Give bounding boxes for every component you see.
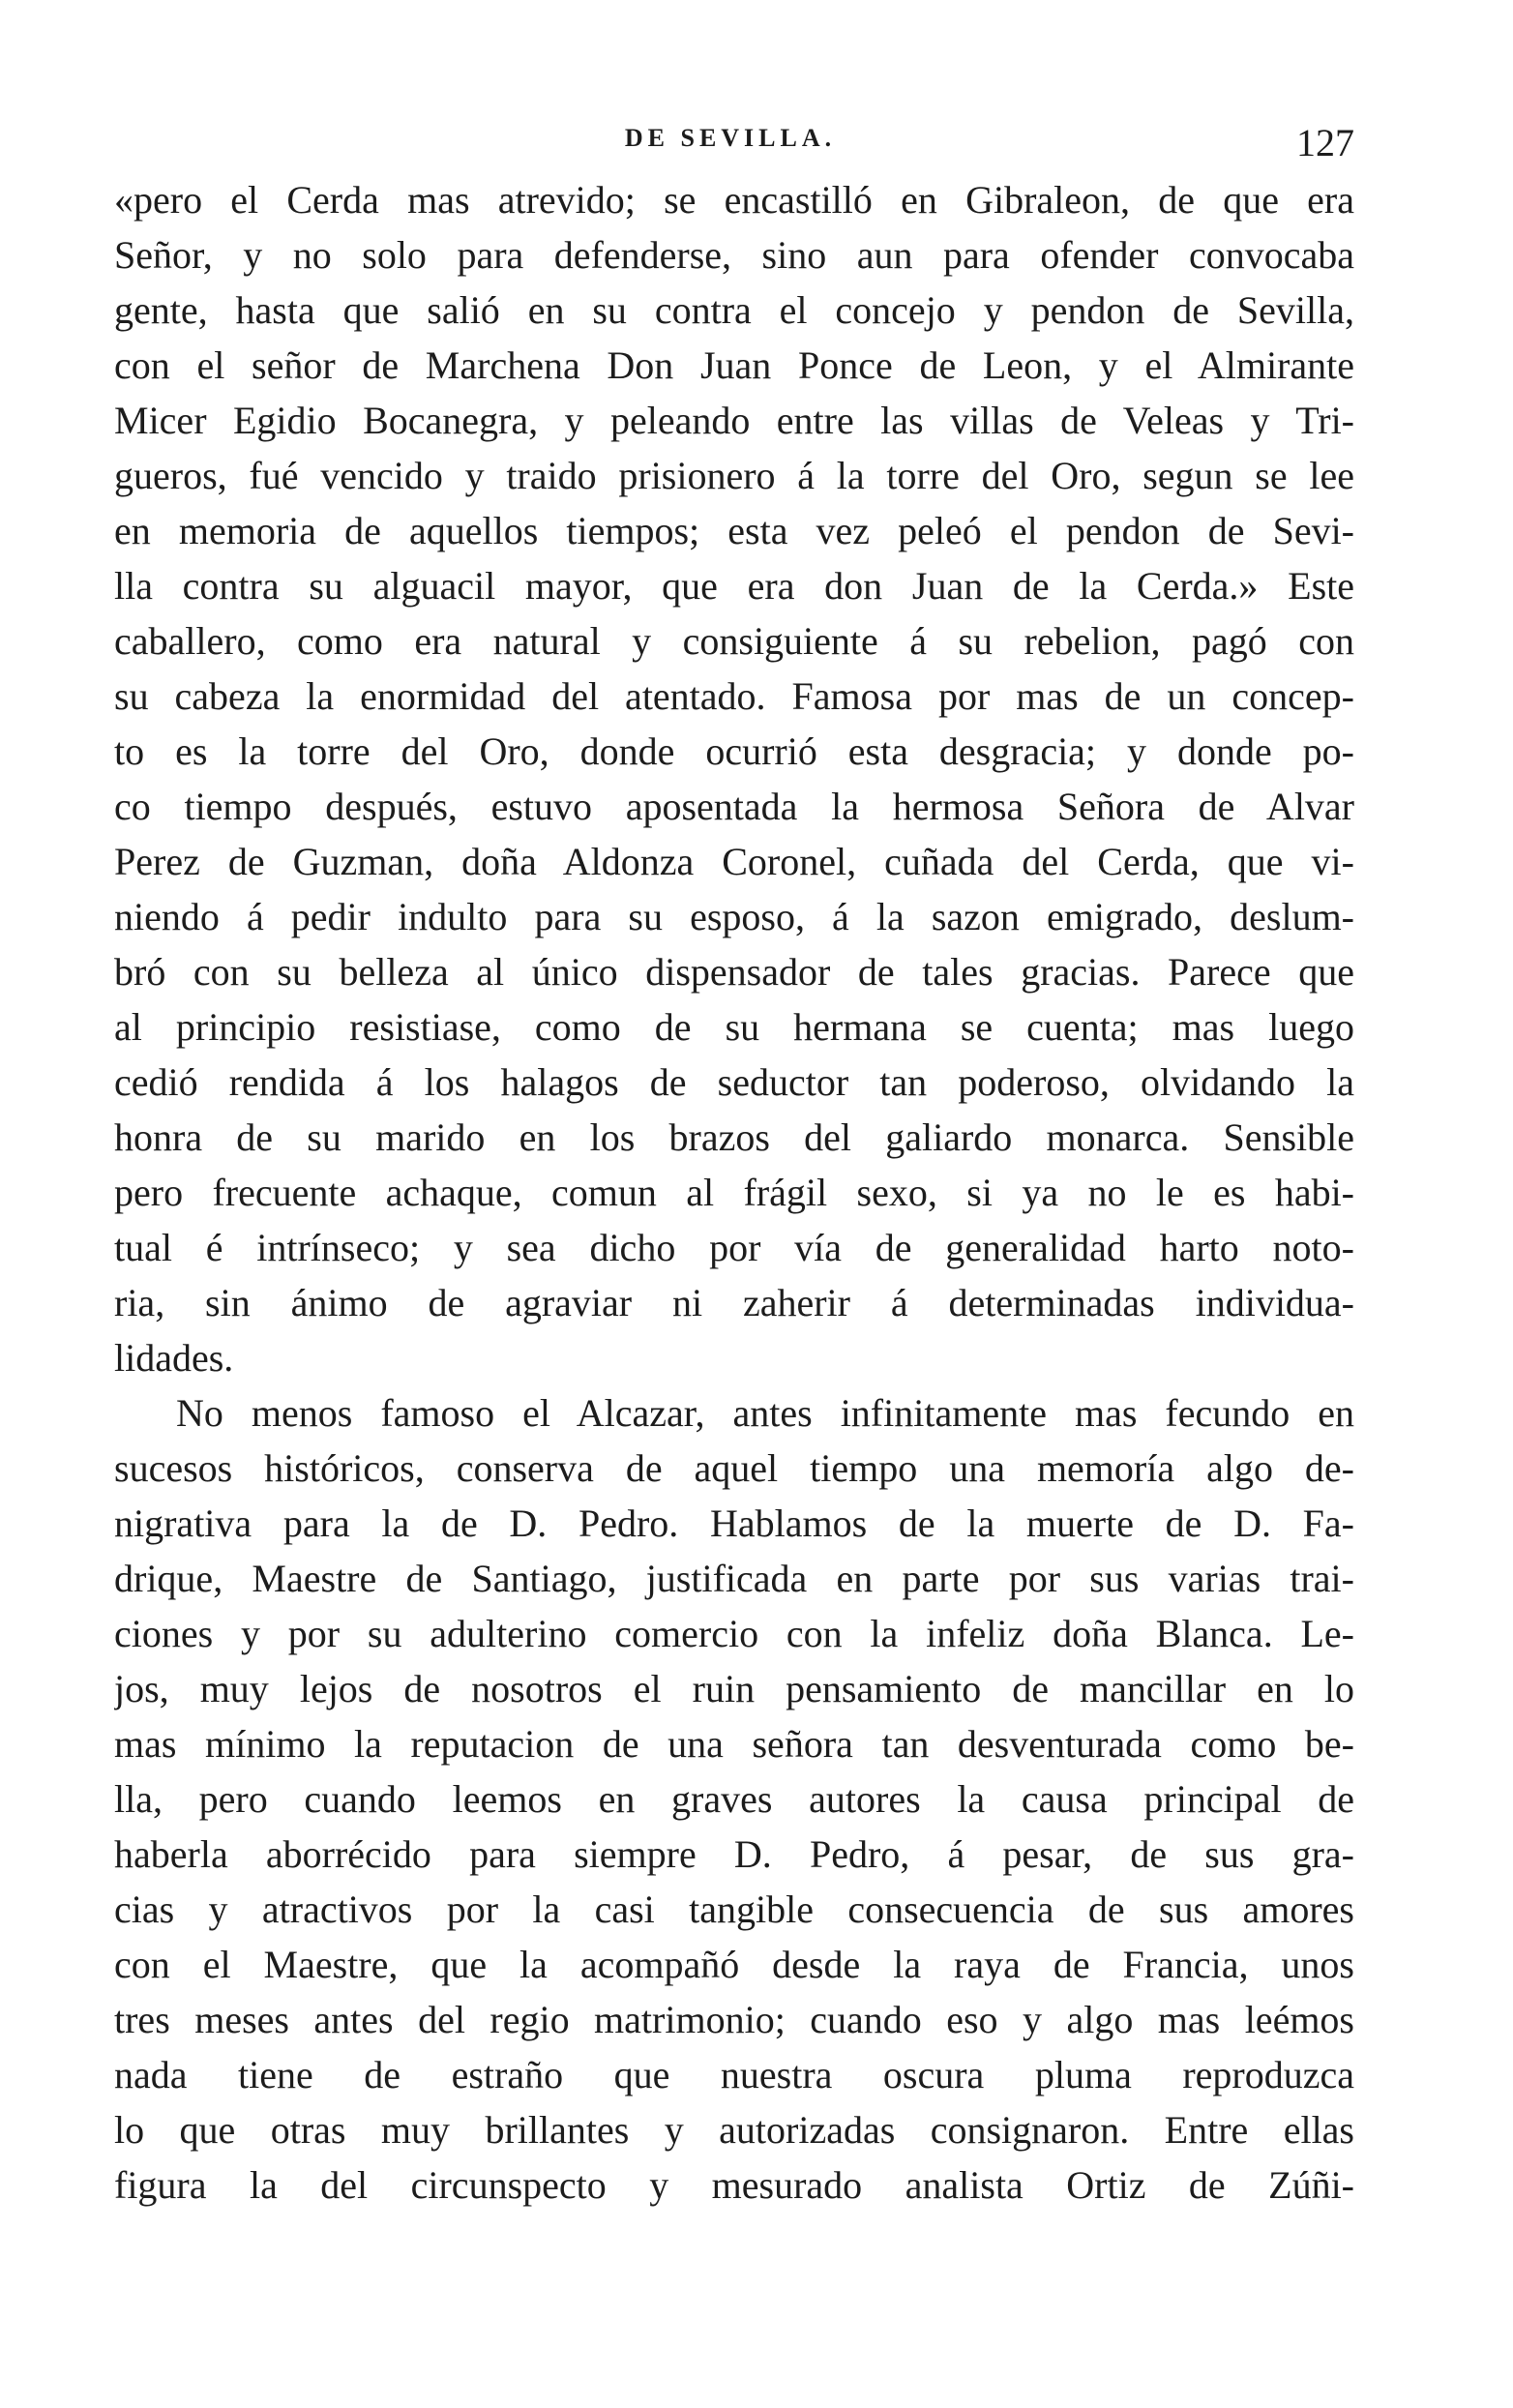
text-line: to es la torre del Oro, donde ocurrió esta desgracia; y donde po- [114,729,1354,773]
text-line: nada tiene de estraño que nuestra oscura pluma reproduzca [114,2053,1354,2096]
text-line: Perez de Guzman, doña Aldonza Coronel, cuñada del Cerda, que vi- [114,840,1354,883]
text-line: No menos famoso el Alcazar, antes infinitamente mas fecundo en [176,1391,1354,1435]
text-line: su cabeza la enormidad del atentado. Famosa por mas de un concep- [114,674,1354,718]
text-line: caballero, como era natural y consiguiente á su rebelion, pagó con [114,619,1354,663]
text-line: en memoria de aquellos tiempos; esta vez peleó el pendon de Sevi- [114,509,1354,552]
text-line: Micer Egidio Bocanegra, y peleando entre las villas de Veleas y Tri- [114,399,1354,442]
text-line: haberla aborrécido para siempre D. Pedro, á pesar, de sus gra- [114,1832,1354,1876]
page-number: 127 [1296,121,1354,164]
text-line: pero frecuente achaque, comun al frágil sexo, si ya no le es habi- [114,1171,1354,1214]
text-line: gueros, fué vencido y traido prisionero á la torre del Oro, segun se lee [114,454,1354,497]
text-line: figura la del circunspecto y mesurado analista Ortiz de Zúñi- [114,2163,1354,2207]
text-line: Señor, y no solo para defenderse, sino aun para ofender convocaba [114,233,1354,277]
text-line: lla contra su alguacil mayor, que era don Juan de la Cerda.» Este [114,564,1354,608]
text-line: tual é intrínseco; y sea dicho por vía de generalidad harto noto- [114,1226,1354,1269]
text-line: sucesos históricos, conserva de aquel tiempo una memoría algo de- [114,1446,1354,1490]
text-line: co tiempo después, estuvo aposentada la hermosa Señora de Alvar [114,785,1354,828]
running-head [106,121,1354,164]
text-line: honra de su marido en los brazos del galiardo monarca. Sensible [114,1115,1354,1159]
text-line: lo que otras muy brillantes y autorizadas consignaron. Entre ellas [114,2108,1354,2152]
text-line: nigrativa para la de D. Pedro. Hablamos de la muerte de D. Fa- [114,1501,1354,1545]
text-line: «pero el Cerda mas atrevido; se encastilló en Gibraleon, de que era [114,178,1354,222]
text-line: al principio resistiase, como de su hermana se cuenta; mas luego [114,1005,1354,1049]
text-line: con el Maestre, que la acompañó desde la raya de Francia, unos [114,1943,1354,1986]
text-line: jos, muy lejos de nosotros el ruin pensamiento de mancillar en lo [114,1667,1354,1710]
text-line: gente, hasta que salió en su contra el concejo y pendon de Sevilla, [114,288,1354,332]
text-line: bró con su belleza al único dispensador de tales gracias. Parece que [114,950,1354,994]
text-line: tres meses antes del regio matrimonio; cuando eso y algo mas leémos [114,1998,1354,2041]
text-line: ciones y por su adulterino comercio con la infeliz doña Blanca. Le- [114,1612,1354,1655]
text-line: con el señor de Marchena Don Juan Ponce de Leon, y el Almirante [114,343,1354,387]
body-text [114,172,1354,2213]
text-line: cedió rendida á los halagos de seductor tan poderoso, olvidando la [114,1060,1354,1104]
text-line: drique, Maestre de Santiago, justificada en parte por sus varias trai- [114,1557,1354,1600]
text-line: mas mínimo la reputacion de una señora tan desventurada como be- [114,1722,1354,1766]
text-line: cias y atractivos por la casi tangible consecuencia de sus amores [114,1888,1354,1931]
running-title: DE SEVILLA. [624,124,837,152]
text-line: niendo á pedir indulto para su esposo, á la sazon emigrado, deslum- [114,895,1354,938]
text-line: lidades. [114,1336,234,1380]
text-line: lla, pero cuando leemos en graves autores la causa principal de [114,1777,1354,1821]
text-line: ria, sin ánimo de agraviar ni zaherir á determinadas individua- [114,1281,1354,1324]
